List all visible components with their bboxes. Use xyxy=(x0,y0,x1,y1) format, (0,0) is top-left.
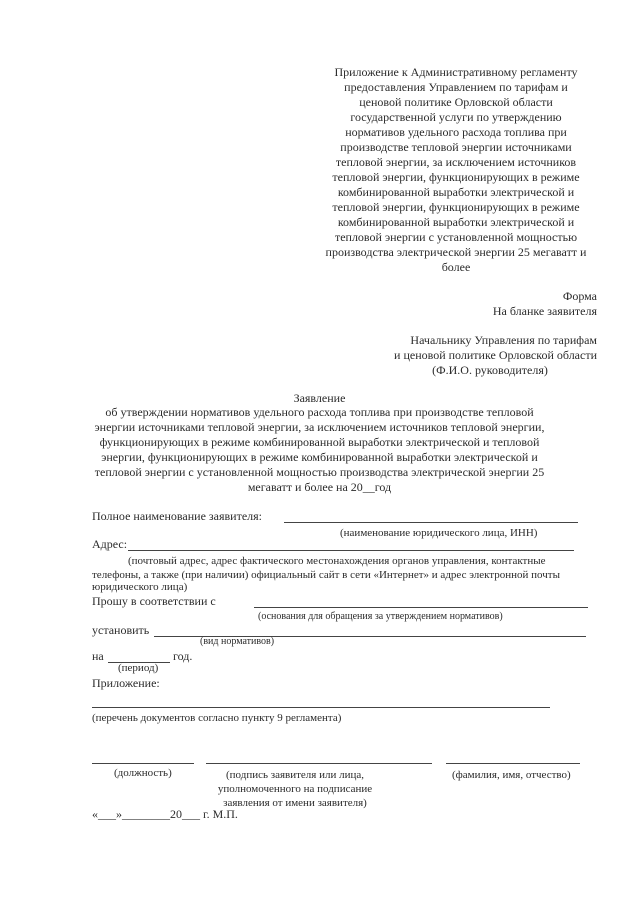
subject-line: тепловой энергии с установленной мощностью производства электрической энергии 25 xyxy=(94,465,545,479)
addressee-hint: (Ф.И.О. руководителя) xyxy=(432,363,548,377)
appendix-line: Приложение к Административному регламенту xyxy=(334,65,578,79)
form-sublabel: На бланке заявителя xyxy=(492,304,597,318)
address-hint: юридического лица) xyxy=(92,581,188,593)
request-field[interactable] xyxy=(254,607,588,608)
appendix-line: нормативов удельного расхода топлива при xyxy=(345,125,567,139)
appendix-line: производстве тепловой энергии источниками xyxy=(340,140,572,154)
appendix-line: тепловой энергии, за исключением источников xyxy=(335,155,577,169)
appendix-line: комбинированной выработки электрической и xyxy=(337,215,575,229)
appendix-line: тепловой энергии, функционирующих в режиме xyxy=(332,170,580,184)
address-hint: телефоны, а также (при наличии) официальный сайт в сети «Интернет» и адрес электронной почты xyxy=(92,569,560,581)
subject-line: энергии источниками тепловой энергии, за исключением источников тепловой энергии, xyxy=(94,420,545,434)
date-stamp-line: «___»________20___ г. М.П. xyxy=(92,807,238,821)
position-field[interactable] xyxy=(92,763,194,764)
establish-hint: (вид нормативов) xyxy=(200,636,275,647)
subject-line: функционирующих в режиме комбинированной выработки электрической и тепловой xyxy=(99,435,540,449)
attachment-hint: (перечень документов согласно пункту 9 регламента) xyxy=(92,712,342,724)
appendix-line: комбинированной выработки электрической и xyxy=(337,185,575,199)
appendix-line: тепловой энергии с установленной мощностью xyxy=(334,230,578,244)
full-name-field[interactable] xyxy=(446,763,580,764)
form-label: Форма xyxy=(562,289,597,303)
address-hint: (почтовый адрес, адрес фактического местонахождения органов управления, контактные xyxy=(128,555,546,567)
appendix-line: тепловой энергии, функционирующих в режиме xyxy=(332,200,580,214)
appendix-line: государственной услуги по утверждению xyxy=(350,110,562,124)
signature-hint: (подпись заявителя или лица, xyxy=(225,769,364,781)
attachment-field[interactable] xyxy=(92,707,550,708)
addressee-line: Начальнику Управления по тарифам xyxy=(410,333,597,347)
establish-label: установить xyxy=(92,623,150,637)
period-suffix: год. xyxy=(173,649,193,663)
attachment-label: Приложение: xyxy=(92,676,160,690)
appendix-line: более xyxy=(441,260,471,274)
applicant-field[interactable] xyxy=(284,522,578,523)
appendix-line: предоставления Управлением по тарифам и xyxy=(344,80,568,94)
applicant-hint: (наименование юридического лица, ИНН) xyxy=(340,527,538,539)
signature-hint: уполномоченного на подписание xyxy=(217,783,373,795)
appendix-line: ценовой политике Орловской области xyxy=(359,95,553,109)
request-label: Прошу в соответствии с xyxy=(92,594,216,608)
address-label: Адрес: xyxy=(92,537,128,551)
position-hint: (должность) xyxy=(114,767,172,779)
subject-line: об утверждении нормативов удельного расхода топлива при производстве тепловой xyxy=(105,405,534,419)
addressee-line: и ценовой политике Орловской области xyxy=(394,348,597,362)
full-name-hint: (фамилия, имя, отчество) xyxy=(452,769,571,781)
appendix-line: производства электрической энергии 25 мегаватт и xyxy=(325,245,587,259)
period-prefix: на xyxy=(92,649,104,663)
subject-line: энергии, функционирующих в режиме комбинированной выработки электрической и xyxy=(101,450,538,464)
address-field[interactable] xyxy=(128,550,574,551)
signature-hint: заявления от имени заявителя) xyxy=(223,797,367,809)
request-hint: (основания для обращения за утверждением нормативов) xyxy=(258,611,503,622)
applicant-label: Полное наименование заявителя: xyxy=(92,509,262,523)
period-hint: (период) xyxy=(118,662,159,674)
document-title: Заявление xyxy=(293,391,346,405)
subject-line: мегаватт и более на 20__год xyxy=(247,480,392,494)
signature-field[interactable] xyxy=(206,763,432,764)
